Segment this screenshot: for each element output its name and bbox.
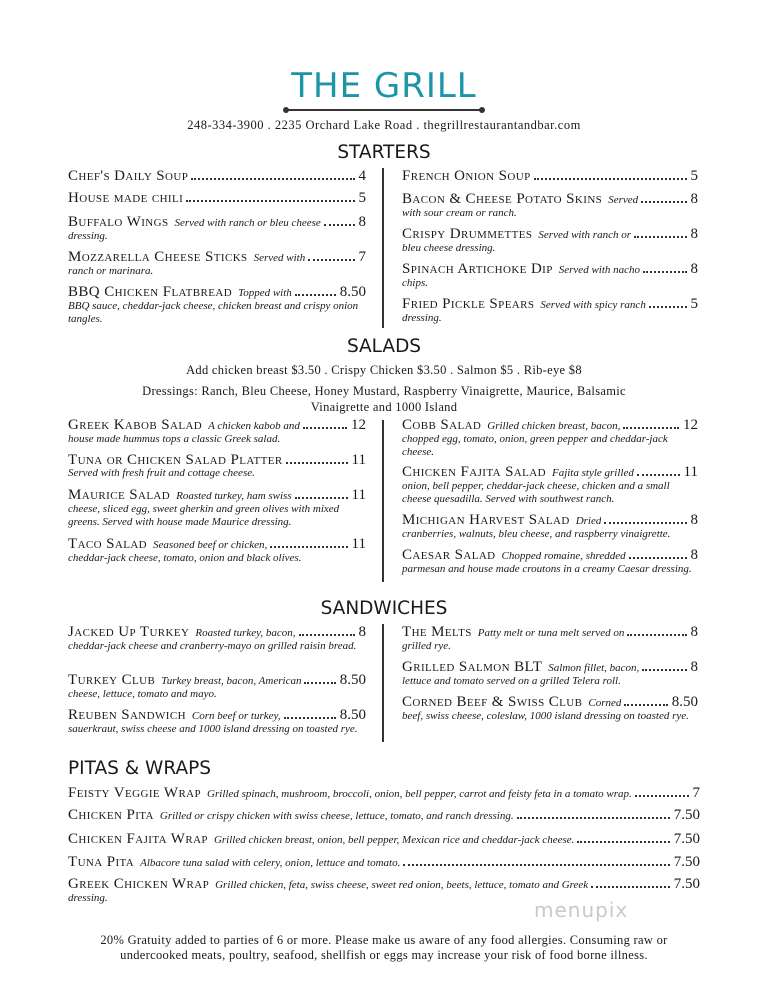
menu-item-description-cont: with sour cream or ranch. xyxy=(402,207,517,219)
dot-leader xyxy=(591,886,670,888)
menu-item-line xyxy=(68,419,366,433)
divider-dot-left xyxy=(283,107,289,113)
menu-item-description: Salmon fillet, bacon, xyxy=(548,662,640,674)
menu-item-description: Seasoned beef or chicken, xyxy=(153,539,268,551)
menu-item xyxy=(402,228,698,255)
dot-leader xyxy=(634,236,687,238)
menu-item-description-cont: chips. xyxy=(402,277,428,289)
menu-item-line xyxy=(68,538,366,552)
menu-item xyxy=(68,286,366,326)
menu-item-price: 8 xyxy=(690,261,698,277)
menu-item-name: Fried Pickle Spears xyxy=(402,296,535,312)
menu-item-price: 8 xyxy=(690,191,698,207)
dot-leader xyxy=(624,704,667,706)
menu-item-name: Feisty Veggie Wrap xyxy=(68,785,202,801)
menu-item-name: Mozzarella Cheese Sticks xyxy=(68,249,248,265)
menu-item xyxy=(68,856,700,870)
salad-addons: Add chicken breast $3.50 . Crispy Chicken $3.50 . Salmon $5 . Rib-eye $8 xyxy=(186,363,582,377)
menu-item-name: BBQ Chicken Flatbread xyxy=(68,284,233,300)
menu-item-name: Tuna Pita xyxy=(68,854,135,870)
menu-item-price: 4 xyxy=(358,168,366,184)
menu-item-description-cont: dressing. xyxy=(68,892,108,904)
menu-item-price: 12 xyxy=(351,417,366,433)
menu-item xyxy=(68,674,366,701)
menu-item-description: Roasted turkey, bacon, xyxy=(195,627,296,639)
allergy-note: 20% Gratuity added to parties of 6 or more. Please make us aware of any food allergies. Consuming raw or undercooked meats, poultry, seafood, shellfish or eggs may increase your risk of food borne illness. xyxy=(100,933,668,962)
dot-leader xyxy=(637,474,680,476)
menu-item-description-cont: cheese, sliced egg, sweet gherkin and green olives with mixed greens. Served with house made Maurice dressing. xyxy=(68,503,340,528)
menu-item-name: Chicken Pita xyxy=(68,807,154,823)
menu-item-name: Maurice Salad xyxy=(68,487,171,503)
menu-item xyxy=(68,538,366,565)
menu-item-name: The Melts xyxy=(402,624,472,640)
menu-item-description: Grilled chicken, feta, swiss cheese, sweet red onion, beets, lettuce, tomato and Greek xyxy=(215,879,589,891)
menu-item-name: Corned Beef & Swiss Club xyxy=(402,694,583,710)
menu-item-line xyxy=(68,833,700,847)
menu-item-description-cont: grilled rye. xyxy=(402,640,451,652)
column-divider xyxy=(382,168,384,328)
menu-item-line xyxy=(402,193,698,207)
menu-item-price: 8.50 xyxy=(339,707,366,723)
dot-leader xyxy=(191,178,354,180)
menu-item-line xyxy=(68,489,366,503)
dot-leader xyxy=(295,497,348,499)
menu-item xyxy=(402,514,698,541)
menu-item-description: Corned xyxy=(588,697,622,709)
menu-item-name: House made chili xyxy=(68,190,184,206)
title-divider xyxy=(286,109,482,111)
menu-item xyxy=(68,809,700,823)
menu-item-line xyxy=(68,286,366,300)
dot-leader xyxy=(303,427,347,429)
menu-item xyxy=(402,193,698,220)
menu-item xyxy=(68,216,366,243)
dot-leader xyxy=(284,717,336,719)
menu-item-description: Turkey breast, bacon, American xyxy=(161,675,302,687)
menu-item-line xyxy=(68,787,700,801)
menu-item-description: Chopped romaine, shredded xyxy=(501,550,626,562)
menu-item-line xyxy=(402,170,698,183)
menu-item-description-cont: Served with fresh fruit and cottage cheese. xyxy=(68,467,255,479)
menu-item xyxy=(68,709,366,736)
dot-leader xyxy=(577,841,669,843)
menu-item-line xyxy=(402,514,698,528)
menu-item-name: French Onion Soup xyxy=(402,168,531,184)
menu-item-price: 8 xyxy=(358,624,366,640)
menu-item-line xyxy=(402,696,698,710)
menu-item-name: Taco Salad xyxy=(68,536,148,552)
menu-item-description-cont: bleu cheese dressing. xyxy=(402,242,496,254)
menu-item-name: Greek Chicken Wrap xyxy=(68,876,210,892)
dot-leader xyxy=(304,682,335,684)
menu-item-line xyxy=(402,661,698,675)
menu-item-line xyxy=(402,263,698,277)
menu-item-description-cont: lettuce and tomato served on a grilled Telera roll. xyxy=(402,675,621,687)
menu-item xyxy=(68,419,366,446)
menu-item-price: 8 xyxy=(358,214,366,230)
dot-leader xyxy=(299,634,355,636)
menu-item-name: Cobb Salad xyxy=(402,417,482,433)
menu-item-line xyxy=(68,170,366,183)
menu-item-description-cont: dressing. xyxy=(68,230,108,242)
menu-item xyxy=(402,696,698,723)
menu-item-description-cont: beef, swiss cheese, coleslaw, 1000 island dressing on toasted rye. xyxy=(402,710,689,722)
menu-item-name: Tuna or Chicken Salad Platter xyxy=(68,452,283,468)
dot-leader xyxy=(324,224,355,226)
menu-item-line xyxy=(68,216,366,230)
watermark: menupix xyxy=(534,898,629,922)
menu-item-description-cont: chopped egg, tomato, onion, green pepper and cheddar-jack cheese. xyxy=(402,433,668,458)
dot-leader xyxy=(286,462,348,464)
menu-item-price: 8.50 xyxy=(339,284,366,300)
menu-item-description: Patty melt or tuna melt served on xyxy=(477,627,625,639)
menu-item xyxy=(402,263,698,290)
menu-item-name: Reuben Sandwich xyxy=(68,707,186,723)
menu-item-line xyxy=(402,419,698,433)
menu-item xyxy=(402,466,698,506)
menu-item xyxy=(402,298,698,325)
menu-item-description-cont: dressing. xyxy=(402,312,442,324)
menu-item-price: 7 xyxy=(358,249,366,265)
restaurant-title: THE GRILL xyxy=(291,66,477,106)
menu-item-description: Served with ranch or xyxy=(538,229,631,241)
menu-item-description-cont: cheddar-jack cheese and cranberry-mayo on grilled raisin bread. xyxy=(68,640,357,652)
column-divider xyxy=(382,420,384,582)
menu-item-line xyxy=(402,626,698,640)
menu-item-description: Served with ranch or bleu cheese xyxy=(174,217,321,229)
menu-item-line xyxy=(68,454,366,467)
menu-item-price: 7.50 xyxy=(673,854,700,870)
menu-item-description-cont: house made hummus tops a classic Greek salad. xyxy=(68,433,281,445)
dot-leader xyxy=(635,795,689,797)
menu-item-price: 12 xyxy=(683,417,698,433)
menu-item-name: Spinach Artichoke Dip xyxy=(402,261,553,277)
dot-leader xyxy=(270,546,347,548)
menu-item-line xyxy=(68,192,366,205)
menu-item-line xyxy=(402,549,698,563)
dot-leader xyxy=(403,864,669,866)
menu-item-description: Corn beef or turkey, xyxy=(191,710,281,722)
menu-item-description-cont: cheddar-jack cheese, tomato, onion and black olives. xyxy=(68,552,302,564)
menu-item-name: Jacked Up Turkey xyxy=(68,624,190,640)
menu-item-price: 8 xyxy=(690,547,698,563)
menu-item-price: 7.50 xyxy=(673,876,700,892)
menu-item xyxy=(68,170,366,183)
menu-item xyxy=(402,661,698,688)
dot-leader xyxy=(186,200,354,202)
menu-item-description: Roasted turkey, ham swiss xyxy=(176,490,292,502)
menu-item-price: 8 xyxy=(690,226,698,242)
menu-item-description: Grilled or crispy chicken with swiss cheese, lettuce, tomato, and ranch dressing. xyxy=(159,810,514,822)
menu-item xyxy=(402,549,698,576)
menu-item-description-cont: cheese, lettuce, tomato and mayo. xyxy=(68,688,217,700)
menu-item xyxy=(68,626,366,653)
menu-item-line xyxy=(68,251,366,265)
menu-item-name: Crispy Drummettes xyxy=(402,226,533,242)
menu-item-line xyxy=(68,809,700,823)
dot-leader xyxy=(295,294,336,296)
menu-item-name: Greek Kabob Salad xyxy=(68,417,203,433)
menu-item-price: 8 xyxy=(690,659,698,675)
menu-item-description: Grilled spinach, mushroom, broccoli, onion, bell pepper, carrot and feisty feta in a tomato wrap. xyxy=(207,788,632,800)
menu-item-name: Bacon & Cheese Potato Skins xyxy=(402,191,603,207)
salad-dressings: Dressings: Ranch, Bleu Cheese, Honey Mustard, Raspberry Vinaigrette, Maurice, Balsamic Vinaigrette and 1000 Island xyxy=(142,384,626,414)
menu-item-line xyxy=(402,228,698,242)
menu-item-description: Dried xyxy=(575,515,602,527)
menu-item-line xyxy=(402,466,698,480)
menu-item-price: 11 xyxy=(351,487,366,503)
divider-dot-right xyxy=(479,107,485,113)
menu-item-description-cont: ranch or marinara. xyxy=(68,265,154,277)
menu-item-price: 5 xyxy=(358,190,366,206)
menu-item-name: Turkey Club xyxy=(68,672,156,688)
menu-item-description: Served with xyxy=(253,252,306,264)
menu-item-price: 5 xyxy=(690,296,698,312)
section-sandwiches: SANDWICHES xyxy=(320,598,448,619)
menu-item-name: Chicken Fajita Wrap xyxy=(68,831,208,847)
section-salads: SALADS xyxy=(346,336,422,357)
menu-item-price: 8 xyxy=(690,624,698,640)
menu-item-description: Served with nacho xyxy=(558,264,641,276)
menu-item-price: 5 xyxy=(690,168,698,184)
menu-item-line xyxy=(402,298,698,312)
menu-item xyxy=(402,626,698,653)
section-pitas-wraps: PITAS & WRAPS xyxy=(68,758,212,779)
menu-item-line xyxy=(68,856,700,870)
menu-item xyxy=(68,878,700,905)
section-starters: STARTERS xyxy=(337,142,431,163)
dot-leader xyxy=(623,427,679,429)
dot-leader xyxy=(643,271,686,273)
menu-item-description: Albacore tuna salad with celery, onion, lettuce and tomato. xyxy=(140,857,401,869)
menu-item xyxy=(68,454,366,480)
menu-item xyxy=(68,192,366,205)
menu-item-description-cont: parmesan and house made croutons in a creamy Caesar dressing. xyxy=(402,563,692,575)
column-divider xyxy=(382,624,384,742)
menu-item-description: Topped with xyxy=(238,287,292,299)
menu-item xyxy=(402,170,698,183)
menu-item-description: Fajita style grilled xyxy=(551,467,634,479)
menu-item-name: Grilled Salmon BLT xyxy=(402,659,543,675)
menu-item-price: 11 xyxy=(351,536,366,552)
menu-item-description-cont: cranberries, walnuts, bleu cheese, and raspberry vinaigrette. xyxy=(402,528,671,540)
menu-item-line xyxy=(68,709,366,723)
dot-leader xyxy=(604,522,686,524)
menu-item-price: 8 xyxy=(690,512,698,528)
menu-item-line xyxy=(68,878,700,892)
dot-leader xyxy=(308,259,354,261)
menu-item-description-cont: sauerkraut, swiss cheese and 1000 island dressing on toasted rye. xyxy=(68,723,358,735)
menu-item xyxy=(68,489,366,529)
dot-leader xyxy=(642,669,686,671)
menu-item-price: 8.50 xyxy=(339,672,366,688)
menu-item-price: 7.50 xyxy=(673,831,700,847)
menu-item-description-cont: BBQ sauce, cheddar-jack cheese, chicken breast and crispy onion tangles. xyxy=(68,300,359,325)
menu-item-description: Served xyxy=(608,194,639,206)
menu-item-description-cont: onion, bell pepper, cheddar-jack cheese, chicken and a small cheese quesadilla. Served with southwest ranch. xyxy=(402,480,670,505)
dot-leader xyxy=(517,817,670,819)
menu-item-description: Served with spicy ranch xyxy=(540,299,646,311)
menu-item-name: Caesar Salad xyxy=(402,547,496,563)
menu-item-name: Michigan Harvest Salad xyxy=(402,512,570,528)
contact-line: 248-334-3900 . 2235 Orchard Lake Road . thegrillrestaurantandbar.com xyxy=(187,118,581,132)
dot-leader xyxy=(629,557,687,559)
menu-item xyxy=(402,419,698,459)
menu-item-description: Grilled chicken breast, bacon, xyxy=(487,420,621,432)
menu-item-price: 7.50 xyxy=(673,807,700,823)
menu-item-price: 8.50 xyxy=(671,694,698,710)
menu-item-description: Grilled chicken breast, onion, bell pepper, Mexican rice and cheddar-jack cheese. xyxy=(213,834,575,846)
menu-item xyxy=(68,251,366,278)
dot-leader xyxy=(627,634,686,636)
menu-item-line xyxy=(68,626,366,640)
dot-leader xyxy=(641,201,686,203)
menu-item xyxy=(68,787,700,801)
menu-item-name: Chicken Fajita Salad xyxy=(402,464,546,480)
dot-leader xyxy=(534,178,687,180)
menu-item xyxy=(68,833,700,847)
menu-item-line xyxy=(68,674,366,688)
menu-item-name: Buffalo Wings xyxy=(68,214,169,230)
menu-item-price: 7 xyxy=(692,785,700,801)
menu-item-name: Chef's Daily Soup xyxy=(68,168,189,184)
dot-leader xyxy=(649,306,687,308)
menu-item-price: 11 xyxy=(351,452,366,468)
menu-item-description: A chicken kabob and xyxy=(208,420,300,432)
menu-item-price: 11 xyxy=(683,464,698,480)
